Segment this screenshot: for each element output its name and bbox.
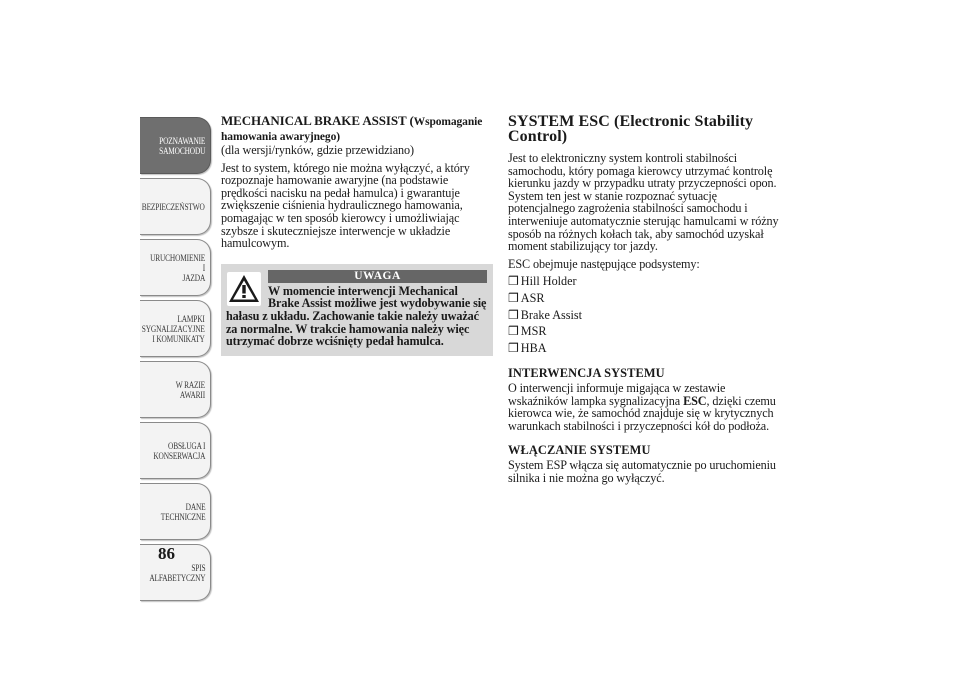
heading-subtitle: Wspomaganie hamowania awaryjnego [221, 116, 483, 143]
checkbox-bullet-icon: ❒ [508, 274, 519, 289]
list-item-label: HBA [520, 341, 547, 356]
tab-label: BEZPIECZEŃSTWO [142, 201, 205, 212]
section-heading-esc: SYSTEM ESC (Electronic Stability Control) [508, 113, 754, 145]
checkbox-bullet-icon: ❒ [508, 341, 519, 356]
chapter-tabs [140, 117, 211, 605]
interwencja-text [508, 382, 780, 432]
checkbox-bullet-icon: ❒ [508, 291, 519, 306]
right-column [508, 114, 780, 490]
esc-bold-label: ESC [683, 393, 707, 408]
section-heading-mechanical-brake-assist [221, 114, 493, 144]
tab-label: W RAZIE AWARII [175, 379, 205, 400]
heading-close: ) [336, 131, 340, 143]
list-item [508, 309, 780, 322]
subsystem-list [508, 275, 780, 355]
tab-lampki-sygnalizacyjne[interactable] [140, 300, 211, 357]
list-item [508, 292, 780, 305]
warning-text-first: W momencie interwencji Mechanical Brake Assist możliwe jest wydobywanie się [268, 283, 487, 311]
left-column [221, 114, 493, 356]
tab-label: OBSŁUGA I KONSERWACJA [153, 440, 205, 461]
tab-label: SPIS ALFABETYCZNY [148, 562, 205, 583]
wlaczanie-text: System ESP włącza się automatycznie po uruchomieniu silnika i nie można go wyłączyć. [508, 458, 776, 486]
list-item [508, 275, 780, 288]
tab-label: DANE TECHNICZNE [160, 501, 205, 522]
warning-text-rest: hałasu z układu. Zachowanie takie należy uważać za normalne. W trakcie hamowania należy więc utrzymać dobrze wciśnięty pedał hamulca. [226, 308, 479, 349]
warning-title: UWAGA [268, 270, 487, 283]
tab-bezpieczenstwo[interactable] [140, 178, 211, 235]
interwencja-text-a: O interwencji informuje migająca w zestawie wskaźników lampka sygnalizacyjna [508, 381, 726, 408]
heading-main: MECHANICAL BRAKE ASSIST ( [221, 113, 414, 128]
subheading-wlaczanie-systemu: WŁĄCZANIE SYSTEMU [508, 443, 651, 458]
warning-text [226, 285, 487, 348]
availability-note: (dla wersji/rynków, gdzie przewidziano) [221, 143, 414, 157]
page-number: 86 [158, 544, 175, 563]
tab-obsluga-i-konserwacja[interactable] [140, 422, 211, 479]
list-item-label: ASR [520, 291, 545, 306]
tab-w-razie-awarii[interactable] [140, 361, 211, 418]
list-item-label: Hill Holder [520, 274, 577, 289]
tab-label: LAMPKI SYGNALIZACYJNE I KOMUNIKATY [142, 313, 205, 344]
esc-intro: Jest to elektroniczny system kontroli stabilności samochodu, który pomaga kierowcy utrzymać kontrolę kierunku jazdy w przypadku utraty przyczepności opon. System ten jest w stanie rozpoznać sytuację potencjalnego zagrożenia stabilności samochodu i interweniuje automatycznie sterując hamulcami w różny sposób na różnych kołach tak, aby samochód uzyskał moment stabilizujący tor jazdy. [508, 151, 779, 254]
interwencja-text-b: , dzięki czemu kierowca wie, że samochód znajduje się w krytycznych warunkach stabilności i przyczepności kół do podłoża. [508, 393, 776, 433]
checkbox-bullet-icon: ❒ [508, 324, 519, 339]
list-item-label: Brake Assist [520, 307, 583, 322]
brake-assist-description: Jest to system, którego nie można wyłączyć, a który rozpoznaje hamowanie awaryjne (na podstawie prędkości nacisku na pedał hamulca) i gwarantuje zwiększenie ciśnienia hydraulicznego hamowania, pomagając w ten sposób kierowcy i umożliwiając szybsze i skuteczniejsze interwencje w układzie hamulcowym. [221, 160, 470, 251]
subsystems-intro: ESC obejmuje następujące podsystemy: [508, 256, 700, 271]
subheading-interwencja-systemu: INTERWENCJA SYSTEMU [508, 366, 665, 381]
warning-box [221, 264, 493, 356]
tab-spis-alfabetyczny[interactable] [140, 544, 211, 601]
checkbox-bullet-icon: ❒ [508, 307, 519, 322]
tab-dane-techniczne[interactable] [140, 483, 211, 540]
tab-poznawanie-samochodu[interactable] [140, 117, 211, 174]
list-item-label: MSR [520, 324, 547, 339]
warning-triangle-icon [227, 272, 261, 306]
list-item [508, 325, 780, 338]
tab-label: POZNAWANIE SAMOCHODU [158, 135, 205, 156]
tab-label: URUCHOMIENIE I JAZDA [149, 252, 205, 283]
tab-uruchomienie-i-jazda[interactable] [140, 239, 211, 296]
list-item [508, 342, 780, 355]
